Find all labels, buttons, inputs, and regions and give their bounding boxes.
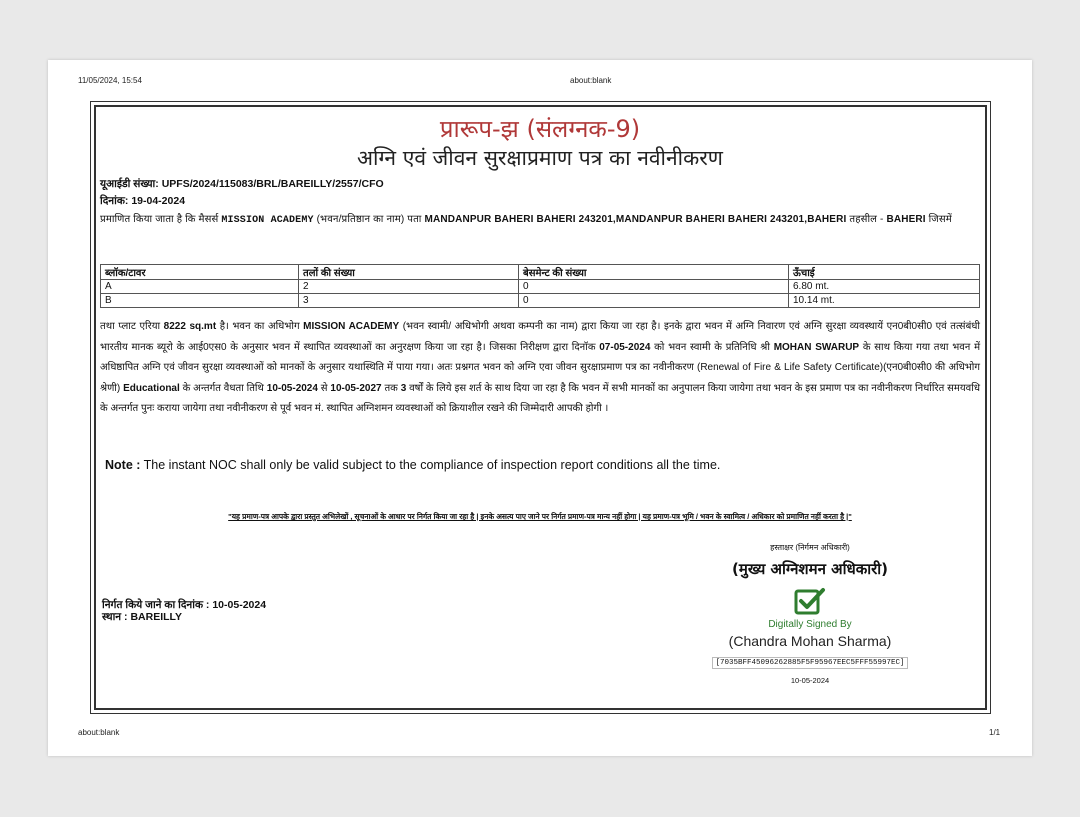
org-name: MISSION ACADEMY xyxy=(221,215,314,226)
tehsil: BAHERI xyxy=(886,214,926,225)
officer-designation: (मुख्य अग्निशमन अधिकारी) xyxy=(732,560,888,578)
issue-details xyxy=(102,599,266,623)
cell-floors: 2 xyxy=(299,280,519,294)
disclaimer: "यह प्रमाण-पत्र आपके द्वारा प्रस्तुत अभिलेखों , सूचनाओं के आधार पर निर्गत किया जा रहा है | इनके असत्य पाए जाने पर निर्गत प्रमाण-पत्र मान्य नहीं होगा | यह प्रमाण-पत्र भूमि / भवन के स्वामित्व / अधिकार को प्रमाणित नहीं करता है |" xyxy=(228,512,852,521)
note-text: The instant NOC shall only be valid subject to the compliance of inspection report conditions all the time. xyxy=(143,458,721,472)
validity-paragraph: तथा प्लाट एरिया 8222 sq.mt है। भवन का अधिभोग MISSION ACADEMY (भवन स्वामी/ अधिभोगी अथवा कम्पनी का नाम) द्वारा किया जा रहा है। इनके द्वारा भवन में अग्नि निवारण एवं अग्नि सुरक्षा व्यवस्थायें एन0बी0सी0 एवं तत्संबंधी भारतीय मानक ब्यूरो के आई0एस0 के अनुसार भवन में स्थापित व्यवस्थाओं का अनुरक्षण किया जा रहा है। जिसका निरीक्षण द्वारा दिनॉक 07-05-2024 को भवन स्वामी के प्रतिनिधि श्री MOHAN SWARUP के साथ किया गया तथा भवन में अधिष्ठापित अग्नि एवं जीवन सुरक्षा व्यवस्थाओं को मानकों के अनुसार यथास्थिति में पाया गया। अतः प्रश्नगत भवन को अग्नि एवा जीवन सुरक्षाप्रमाण पत्र का नवीनीकरण (Renewal of Fire & Life Safety Certificate)(एन0बी0सी0 की अधिभोग श्रेणी) Educational के अन्तर्गत वैधता तिथि 10-05-2024 से 10-05-2027 तक 3 वर्षों के लिये इस शर्त के साथ दिया जा रहा है कि भवन में सभी मानकों का अनुपालन किया जायेगा तथा भवन के इस प्रमाण पत्र का नवीनीकरण निर्धारित समयवधि के अन्तर्गत पुनः कराया जायेगा तथा नवीनीकरण से पूर्व भवन मं. स्थापित अग्निशमन व्यवस्थाओं को क्रियाशील रखने की जिम्मेदारी आपकी होगी । xyxy=(100,321,981,415)
header-basements: बेसमेन्ट की संख्या xyxy=(519,265,789,280)
cell-height: 6.80 mt. xyxy=(789,280,980,294)
header-floors: तलों की संख्या xyxy=(299,265,519,280)
issue-date: निर्गत किये जाने का दिनांक : 10-05-2024 xyxy=(102,599,267,611)
table-row xyxy=(101,280,980,294)
valid-from-date: 10-05-2024 xyxy=(266,382,318,394)
tehsil-label: तहसील - xyxy=(849,214,884,225)
building-blocks-table xyxy=(100,264,980,308)
digital-signature-label: Digitally Signed By xyxy=(768,619,852,630)
signature-block xyxy=(680,542,940,685)
signer-name: (Chandra Mohan Sharma) xyxy=(728,633,892,649)
certify-intro: प्रमाणित किया जाता है कि मैसर्स xyxy=(100,214,219,225)
representative-name: MOHAN SWARUP xyxy=(773,341,860,353)
address: MANDANPUR BAHERI BAHERI 243201,MANDANPUR BAHERI BAHERI 243201,BAHERI xyxy=(424,214,847,225)
print-footer-url: about:blank xyxy=(78,728,120,737)
application-date: दिनांक: 19-04-2024 xyxy=(100,195,186,207)
occupancy-category: Educational xyxy=(123,382,180,394)
table-header-row xyxy=(101,265,980,280)
org-desc: (भवन/प्रतिष्ठान का नाम) पता xyxy=(316,214,422,225)
print-page-number: 1/1 xyxy=(989,728,1001,737)
cell-basements: 0 xyxy=(519,280,789,294)
plot-area: 8222 sq.mt xyxy=(163,321,217,332)
inspection-date: 07-05-2024 xyxy=(599,341,651,353)
form-title: प्रारूप-झ (संलग्नक-9) xyxy=(439,115,641,143)
table-row xyxy=(101,294,980,308)
signature-date: 10-05-2024 xyxy=(790,676,830,685)
certify-paragraph xyxy=(100,210,980,231)
header-height: ऊँचाई xyxy=(789,265,980,280)
certificate-title: अग्नि एवं जीवन सुरक्षाप्रमाण पत्र का नवीनीकरण xyxy=(357,146,723,170)
uid-number: यूआईडी संख्या: UPFS/2024/115083/BRL/BAREILLY/2557/CFO xyxy=(100,178,384,190)
print-datetime: 11/05/2024, 15:54 xyxy=(78,76,142,85)
issue-place: स्थान : BAREILLY xyxy=(102,611,182,623)
cell-block: B xyxy=(101,294,299,308)
validity-years: 3 xyxy=(400,382,407,394)
tehsil-suffix: जिसमें xyxy=(928,214,952,225)
certificate-content xyxy=(100,110,980,705)
signature-label: हस्ताक्षर (निर्गमन अधिकारी) xyxy=(770,543,850,552)
signature-hash: [7035BFF45096262885F5F95967EEC5FFF55997EC] xyxy=(712,657,907,669)
cell-height: 10.14 mt. xyxy=(789,294,980,308)
header-block: ब्लॉक/टावर xyxy=(101,265,299,280)
noc-note xyxy=(105,458,720,472)
cell-basements: 0 xyxy=(519,294,789,308)
note-label: Note : xyxy=(105,458,141,472)
cell-block: A xyxy=(101,280,299,294)
valid-to-date: 10-05-2027 xyxy=(330,382,382,394)
printed-page xyxy=(48,60,1032,756)
occupant-name: MISSION ACADEMY xyxy=(303,321,400,332)
cell-floors: 3 xyxy=(299,294,519,308)
verified-check-icon xyxy=(794,587,826,615)
print-page-title: about:blank xyxy=(570,76,612,85)
